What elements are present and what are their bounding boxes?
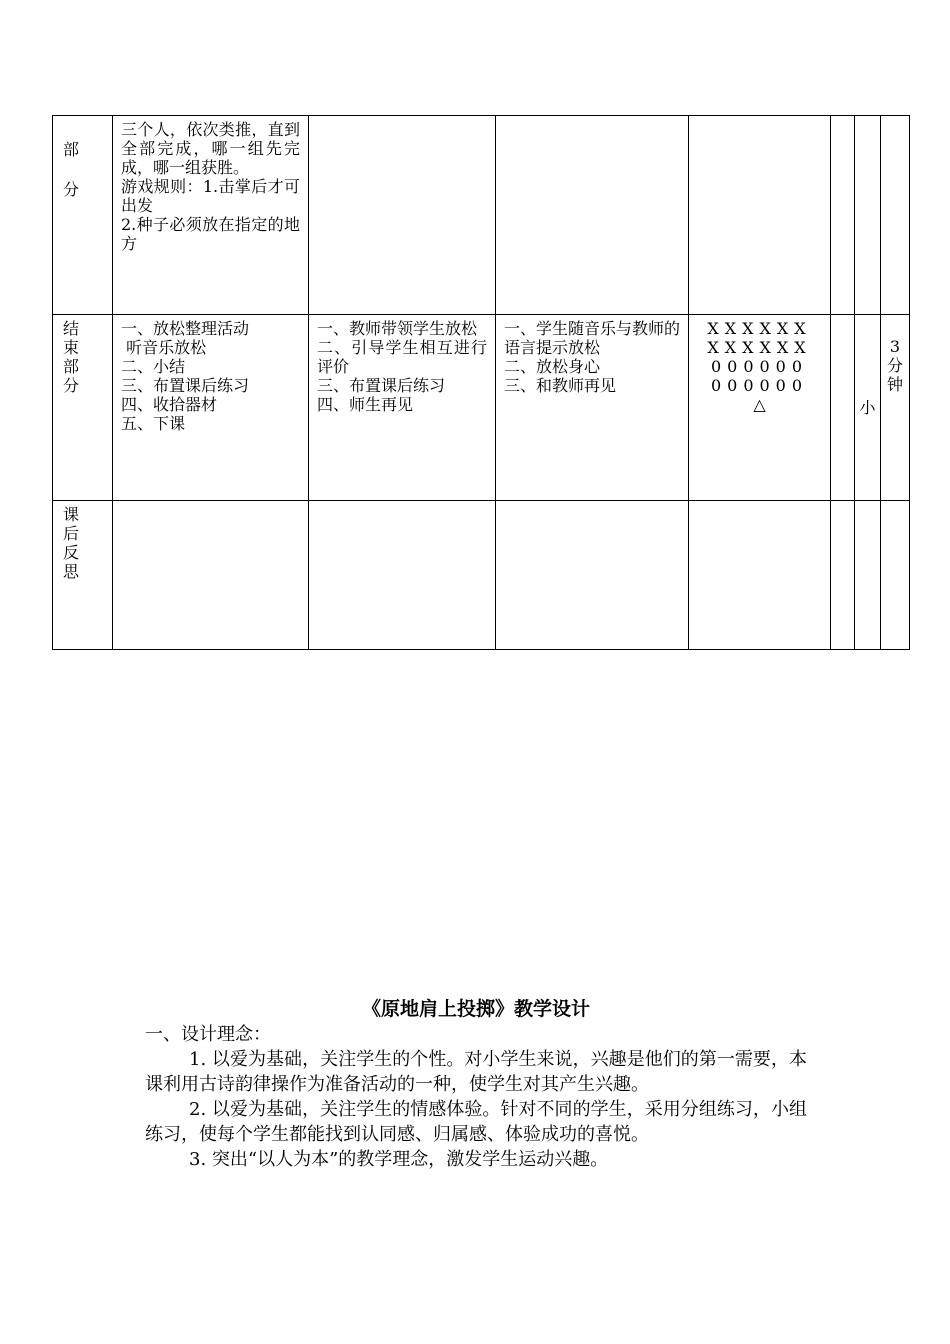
- content-cell: [113, 501, 309, 650]
- formation-row: 000000: [710, 376, 809, 395]
- section-cell: [53, 315, 113, 501]
- section-char: 反: [63, 543, 80, 562]
- formation-cell: [689, 501, 831, 650]
- content-line: 三个人，依次类推，直到全部完成，哪一组先完成，哪一组获胜。: [121, 120, 300, 177]
- section-char: 分: [63, 180, 80, 199]
- section-char: 思: [63, 562, 80, 581]
- document-title: 《原地肩上投掷》教学设计: [361, 998, 590, 1020]
- section-char: 课: [63, 505, 80, 524]
- teacher-position-icon: △: [753, 395, 766, 414]
- formation-cell: [689, 116, 831, 315]
- teacher-cell: [309, 501, 496, 650]
- intensity-cell: [855, 501, 881, 650]
- extra-cell: [831, 501, 855, 650]
- student-cell: [496, 315, 689, 501]
- student-line: 一、学生随音乐与教师的语言提示放松: [504, 319, 681, 357]
- section-cell: [53, 501, 113, 650]
- section-heading: 一、设计理念：: [145, 1024, 271, 1045]
- section-char: 结: [63, 319, 80, 338]
- content-line: 2.种子必须放在指定的地方: [121, 215, 300, 253]
- content-line: 听音乐放松: [121, 338, 207, 357]
- section-char: 部: [63, 357, 80, 376]
- teacher-line: 二、引导学生相互进行评价: [317, 338, 487, 376]
- time-cell: [881, 116, 910, 315]
- student-cell: [496, 501, 689, 650]
- formation-row: 000000: [710, 357, 809, 376]
- intensity-cell: [855, 116, 881, 315]
- student-cell: [496, 116, 689, 315]
- content-line: 四、收拾器材: [121, 395, 218, 414]
- teacher-line: 三、布置课后练习: [317, 376, 446, 395]
- section-char: 后: [63, 524, 80, 543]
- section-char: 分: [63, 376, 80, 395]
- table-row: [53, 315, 910, 501]
- teacher-line: 四、师生再见: [317, 395, 414, 414]
- teacher-line: 一、教师带领学生放松: [317, 319, 478, 338]
- time-char: 钟: [886, 375, 903, 394]
- teacher-cell: [309, 315, 496, 501]
- time-cell: [881, 315, 910, 501]
- extra-cell: [831, 315, 855, 501]
- student-line: 三、和教师再见: [504, 376, 617, 395]
- content-line: 三、布置课后练习: [121, 376, 250, 395]
- student-line: 二、放松身心: [504, 357, 601, 376]
- content-line: 二、小结: [121, 357, 186, 376]
- content-cell: [113, 315, 309, 501]
- teacher-cell: [309, 116, 496, 315]
- teaching-design-document: [145, 997, 807, 1172]
- content-line: 游戏规则：1.击掌后才可出发: [121, 177, 300, 215]
- content-line: 五、下课: [121, 414, 186, 433]
- paragraph: 3. 突出“以人为本”的教学理念，激发学生运动兴趣。: [189, 1149, 609, 1170]
- formation-row: XXXXXX: [707, 338, 812, 357]
- paragraph: 2. 以爱为基础，关注学生的情感体验。针对不同的学生，采用分组练习，小组练习，使每个学生都能找到认同感、归属感、体验成功的喜悦。: [145, 1099, 807, 1145]
- intensity-cell: 小: [855, 315, 881, 501]
- section-cell: [53, 116, 113, 315]
- time-cell: [881, 501, 910, 650]
- table-row: [53, 116, 910, 315]
- section-char: 部: [63, 140, 80, 159]
- content-line: 一、放松整理活动: [121, 319, 250, 338]
- time-char: 3: [889, 337, 901, 356]
- table-row: [53, 501, 910, 650]
- content-cell: [113, 116, 309, 315]
- extra-cell: [831, 116, 855, 315]
- paragraph: 1. 以爱为基础，关注学生的个性。对小学生来说，兴趣是他们的第一需要，本课利用古诗韵律操作为准备活动的一种，使学生对其产生兴趣。: [145, 1049, 807, 1095]
- formation-row: XXXXXX: [707, 319, 812, 338]
- section-char: 束: [63, 338, 80, 357]
- time-char: 分: [886, 356, 903, 375]
- formation-diagram: [689, 315, 831, 501]
- lesson-plan-table: [52, 115, 910, 650]
